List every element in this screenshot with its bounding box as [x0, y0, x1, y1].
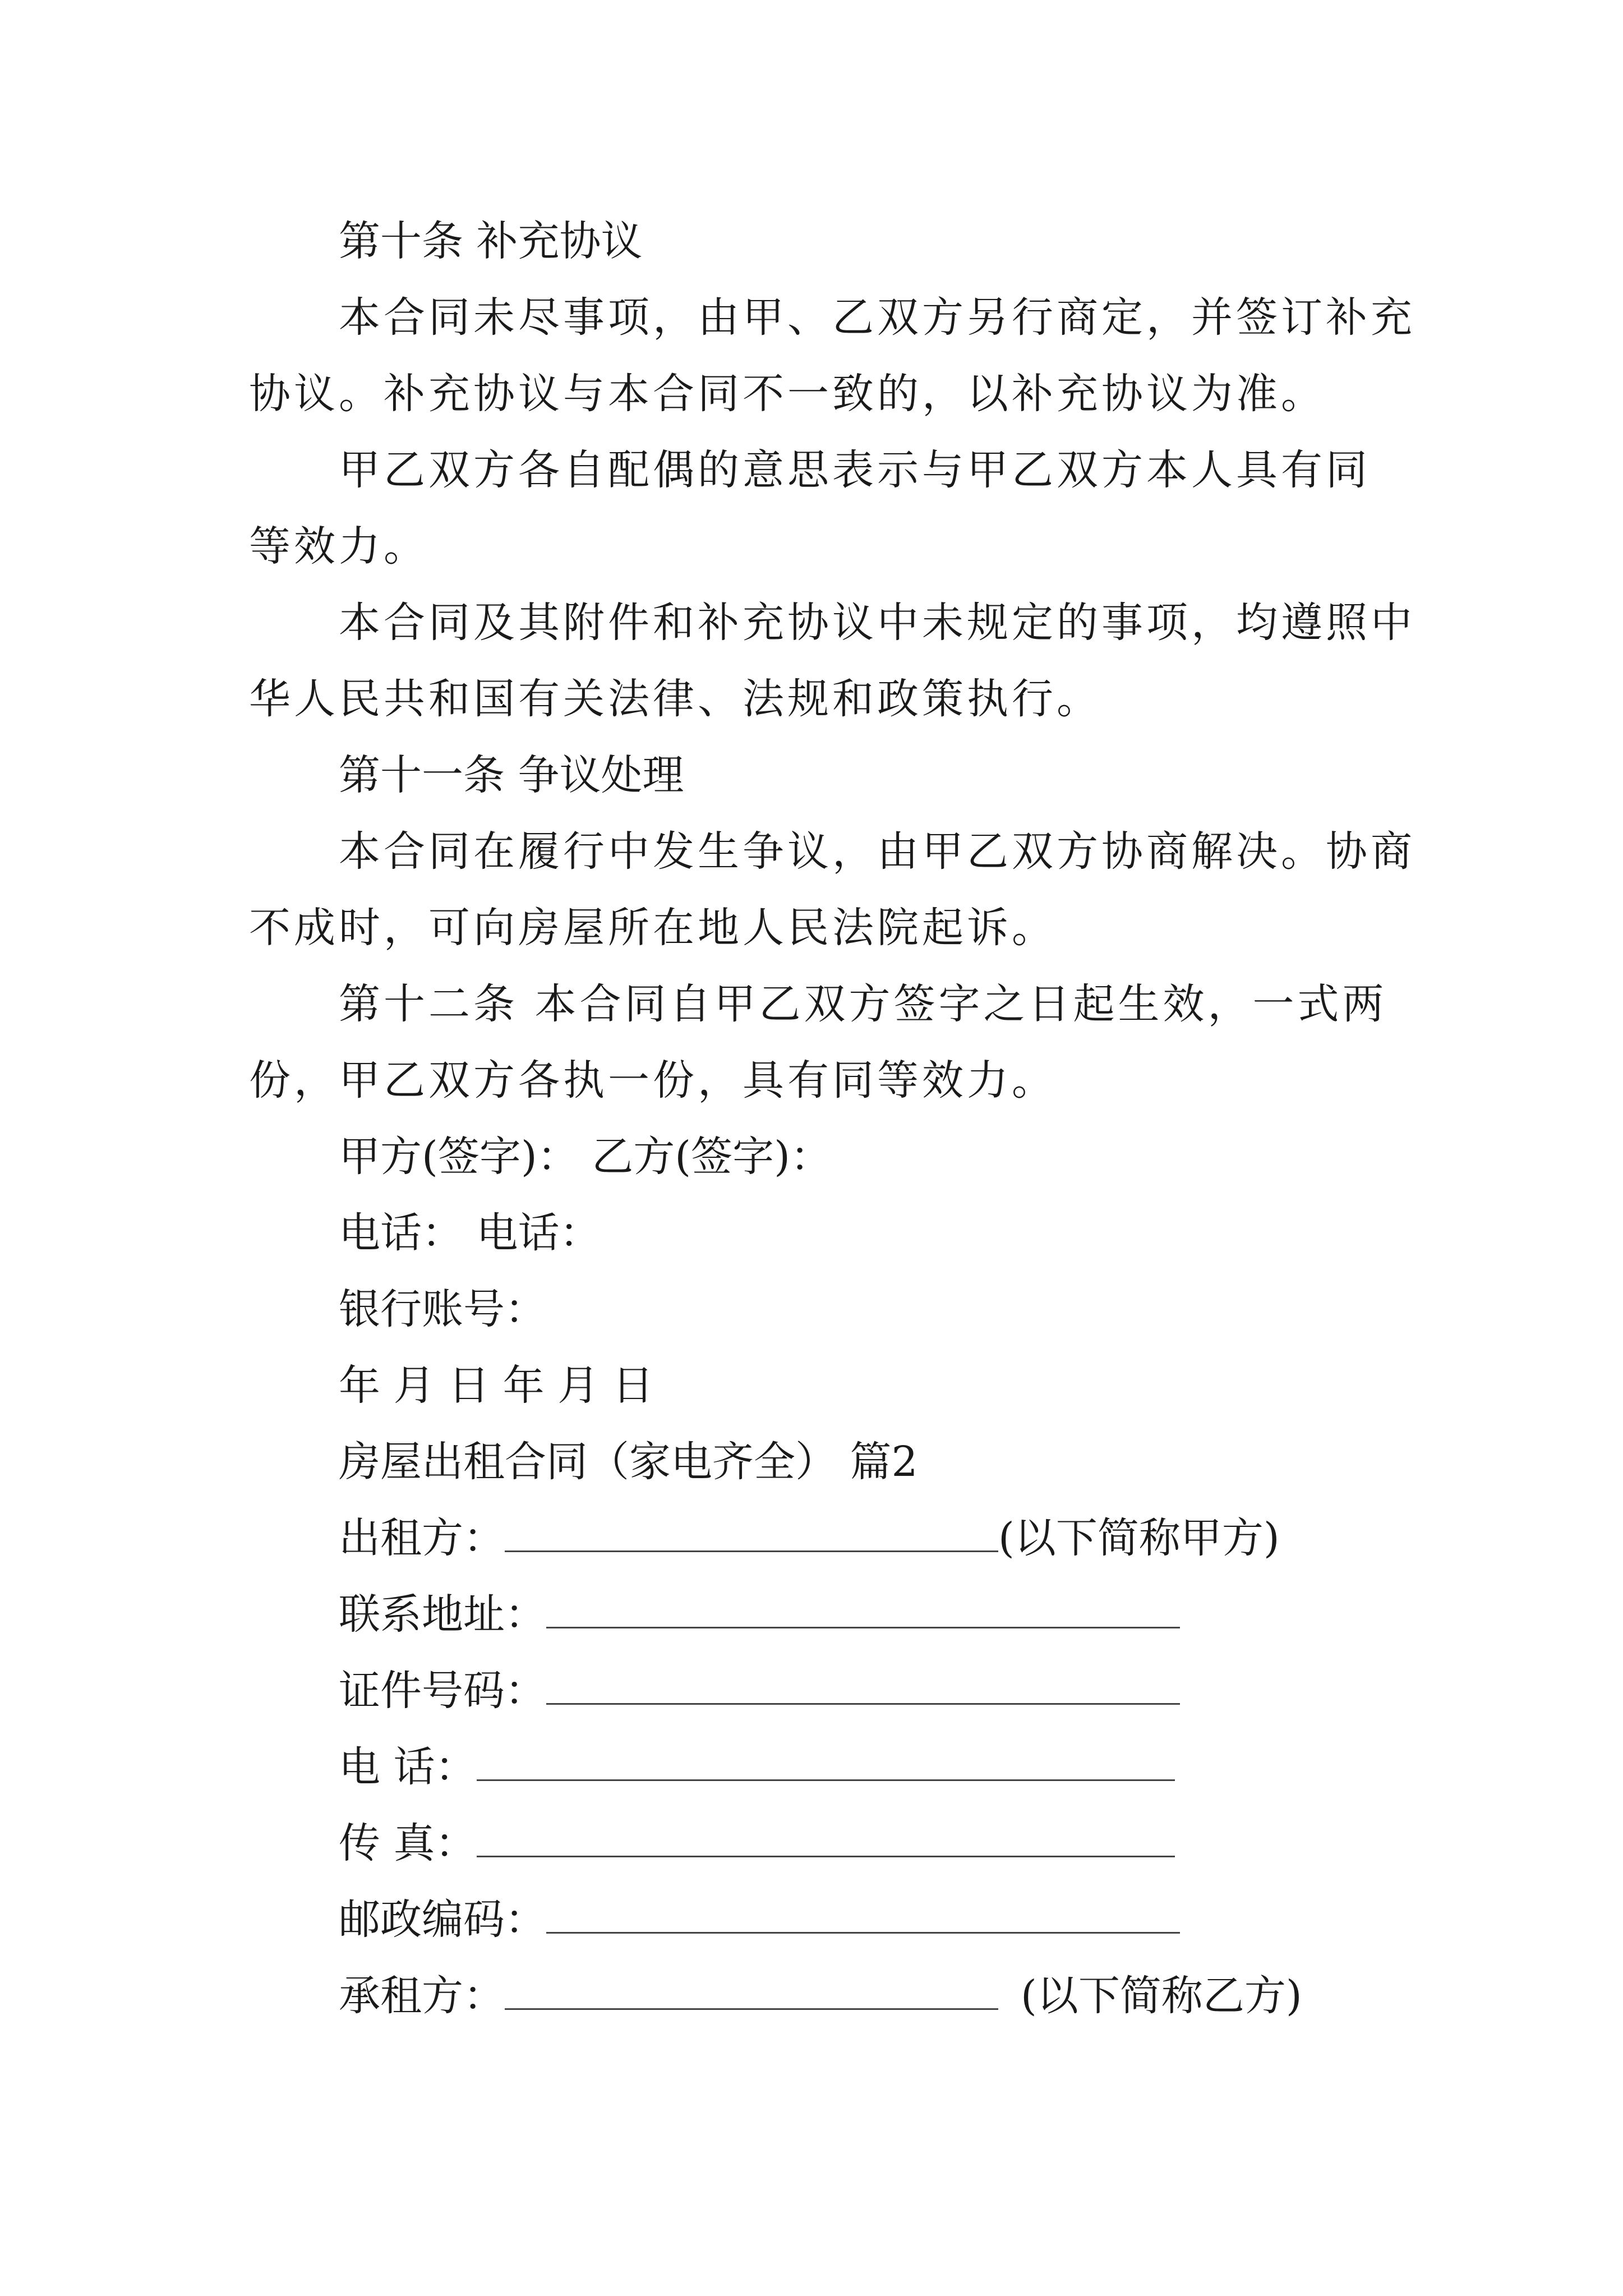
lessor-label: 出租方：	[339, 1514, 505, 1562]
id-number-label: 证件号码：	[339, 1667, 546, 1715]
article-12-line-1: 第十二条 本合同自甲乙双方签字之日起生效，一式两	[339, 980, 1387, 1028]
postcode-row	[339, 1893, 1376, 1947]
lessor-blank[interactable]	[505, 1547, 998, 1552]
fax-label: 传 真：	[339, 1819, 477, 1867]
fax-blank[interactable]	[477, 1852, 1175, 1857]
phone-label: 电 话：	[339, 1743, 477, 1791]
id-number-blank[interactable]	[546, 1700, 1180, 1705]
article-11-heading: 第十一条 争议处理	[339, 751, 684, 799]
lessor-suffix: (以下简称甲方)	[998, 1514, 1280, 1562]
signature-bank-account-line: 银行账号：	[339, 1285, 546, 1333]
article-10-paragraph-2-line-1: 甲乙双方各自配偶的意思表示与甲乙双方本人具有同	[339, 446, 1371, 494]
address-row	[339, 1588, 1376, 1641]
article-10-paragraph-1-line-1: 本合同未尽事项，由甲、乙双方另行商定，并签订补充	[339, 293, 1415, 342]
article-10-paragraph-3-line-2: 华人民共和国有关法律、法规和政策执行。	[249, 675, 1101, 723]
id-number-row	[339, 1664, 1376, 1718]
article-11-paragraph-line-1: 本合同在履行中发生争议，由甲乙双方协商解决。协商	[339, 827, 1415, 876]
article-10-paragraph-3-line-1: 本合同及其附件和补充协议中未规定的事项，均遵照中	[339, 599, 1415, 647]
lessee-blank[interactable]	[505, 2005, 998, 2010]
article-11-paragraph-line-2: 不成时，可向房屋所在地人民法院起诉。	[249, 904, 1057, 952]
article-10-paragraph-2-line-2: 等效力。	[249, 522, 428, 570]
lessee-label: 承租方：	[339, 1972, 505, 2020]
address-blank[interactable]	[546, 1623, 1180, 1628]
postcode-blank[interactable]	[546, 1929, 1180, 1934]
article-10-heading: 第十条 补充协议	[339, 217, 643, 265]
lessee-row	[339, 1969, 1376, 2023]
contract-2-title: 房屋出租合同（家电齐全） 篇2	[339, 1438, 918, 1486]
signature-party-line: 甲方(签字)： 乙方(签字)：	[339, 1133, 832, 1181]
phone-blank[interactable]	[477, 1776, 1175, 1781]
phone-row	[339, 1740, 1376, 1794]
fax-row	[339, 1816, 1376, 1870]
address-label: 联系地址：	[339, 1590, 546, 1639]
signature-date-line: 年 月 日 年 月 日	[339, 1361, 654, 1410]
postcode-label: 邮政编码：	[339, 1895, 546, 1944]
article-12-line-2: 份，甲乙双方各执一份，具有同等效力。	[249, 1056, 1057, 1105]
lessee-suffix: (以下简称乙方)	[1021, 1972, 1302, 2020]
signature-phone-line: 电话： 电话：	[339, 1209, 601, 1257]
lessor-row	[339, 1511, 1376, 1565]
article-10-paragraph-1-line-2: 协议。补充协议与本合同不一致的，以补充协议为准。	[249, 370, 1326, 418]
